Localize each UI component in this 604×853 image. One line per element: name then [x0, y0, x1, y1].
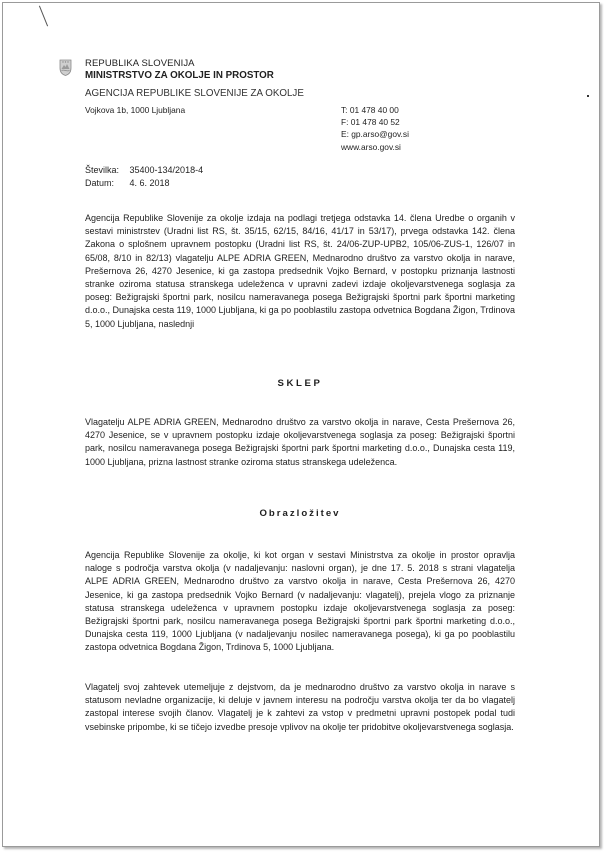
contact-block: [341, 104, 409, 153]
contact-web: www.arso.gov.si: [341, 141, 401, 152]
header-republic: REPUBLIKA SLOVENIJA: [85, 58, 195, 69]
date-label: Datum:: [85, 177, 115, 188]
contact-phone: T: 01 478 40 00: [341, 105, 399, 115]
header-address: Vojkova 1b, 1000 Ljubljana: [85, 105, 186, 115]
reasoning-paragraph-2: Vlagatelj svoj zahtevek utemeljuje z dejstvom, da je mednarodno društvo za varstvo okolja in narave s statusom nevladne organizacije, ki deluje v javnem interesu na področju varstva okolja ter da bo vlagatelj zastopal interese svojih članov. Vlagatelj je k zahtevi za vstop v predmetni upravni postopek podal tudi vsebinske pripombe, ki se tičejo izvedbe presoje vplivov na okolje ter pridobitve okoljevarstvenega soglasja.: [85, 682, 515, 732]
date-value: 4. 6. 2018: [129, 177, 170, 188]
scan-speck: [587, 95, 589, 97]
heading-reasoning: Obrazložitev: [259, 508, 341, 519]
contact-email: E: gp.arso@gov.si: [341, 129, 409, 140]
coat-of-arms-icon: [59, 59, 72, 76]
header-agency: AGENCIJA REPUBLIKE SLOVENIJE ZA OKOLJE: [85, 88, 304, 99]
reasoning-paragraph-1: Agencija Republike Slovenije za okolje, ki kot organ v sestavi Ministrstva za okolje in prostor opravlja naloge s področja varstva okolja (v nadaljevanju: naslovni organ), je dne 17. 5. 2018 s strani vlagatelja ALPE ADRIA GREEN, Mednarodno društvo za varstvo okolja in narave, Cesta Prešernova 26, 4270 Jesenice, ki ga zastopa predsednik Vojko Bernard (v nadaljevanju: vlagatelj), prejela vlogo za priznanje statusa stranskega udeleženca v upravnem postopku izdaje okoljevarstvenega soglasja za poseg: Bežigrajski športni park, nosilcu nameravanega posega Bežigrajski športni park športni marketing d.o.o., Dunajska cesta 119, 1000 Ljubljana (v nadaljevanju nosilec nameravanega posega), ki ga po pooblastilu zastopa odvetnica Bogdana Žigon, Trdinova 5, 1000 Ljubljana.: [85, 550, 515, 653]
document-meta: [85, 164, 203, 189]
number-value: 35400-134/2018-4: [129, 165, 204, 175]
document-page: [2, 2, 600, 847]
decision-paragraph: Vlagatelju ALPE ADRIA GREEN, Mednarodno društvo za varstvo okolja in narave, Cesta Prešernova 26, 4270 Jesenice, se v upravnem postopku izdaje okoljevarstvenega soglasja za poseg: Bežigrajski športni park, nosilcu nameravanega posega Bežigrajski športni park športni marketing d.o.o., Dunajska cesta 119, 1000 Ljubljana, prizna lastnost stranke oziroma status stranskega udeleženca.: [85, 417, 515, 467]
header-ministry: MINISTRSTVO ZA OKOLJE IN PROSTOR: [85, 70, 274, 81]
scan-mark: [39, 6, 48, 27]
contact-fax: F: 01 478 40 52: [341, 117, 400, 128]
heading-sklep: SKLEP: [277, 378, 323, 389]
intro-paragraph: Agencija Republike Slovenije za okolje izdaja na podlagi tretjega odstavka 14. člena Uredbe o organih v sestavi ministrstev (Uradni list RS, št. 35/15, 62/15, 84/16, 41/17 in 53/17), prvega odstavka 142. člena Zakona o splošnem upravnem postopku (Uradni list RS, št. 24/06-ZUP-UPB2, 105/06-ZUS-1, 126/07 in 65/08, 8/10 in 82/13) vlagatelju ALPE ADRIA GREEN, Mednarodno društvo za varstvo okolja in narave, Prešernova 26, 4270 Jesenice, ki ga zastopa predsednik Vojko Bernard, v postopku priznanja lastnosti stranke oziroma statusa stranskega udeleženca v upravni zadevi izdaje okoljevarstvenega soglasja za poseg: Bežigrajski športni park, nosilcu nameravanega posega Bežigrajski športni park športni marketing d.o.o., Dunajska cesta 119, 1000 Ljubljana, ki ga po pooblastilu zastopa odvetnica Bogdana Žigon, Trdinova 5, 1000 Ljubljana, naslednji: [85, 213, 515, 329]
number-label: Številka:: [85, 165, 120, 175]
